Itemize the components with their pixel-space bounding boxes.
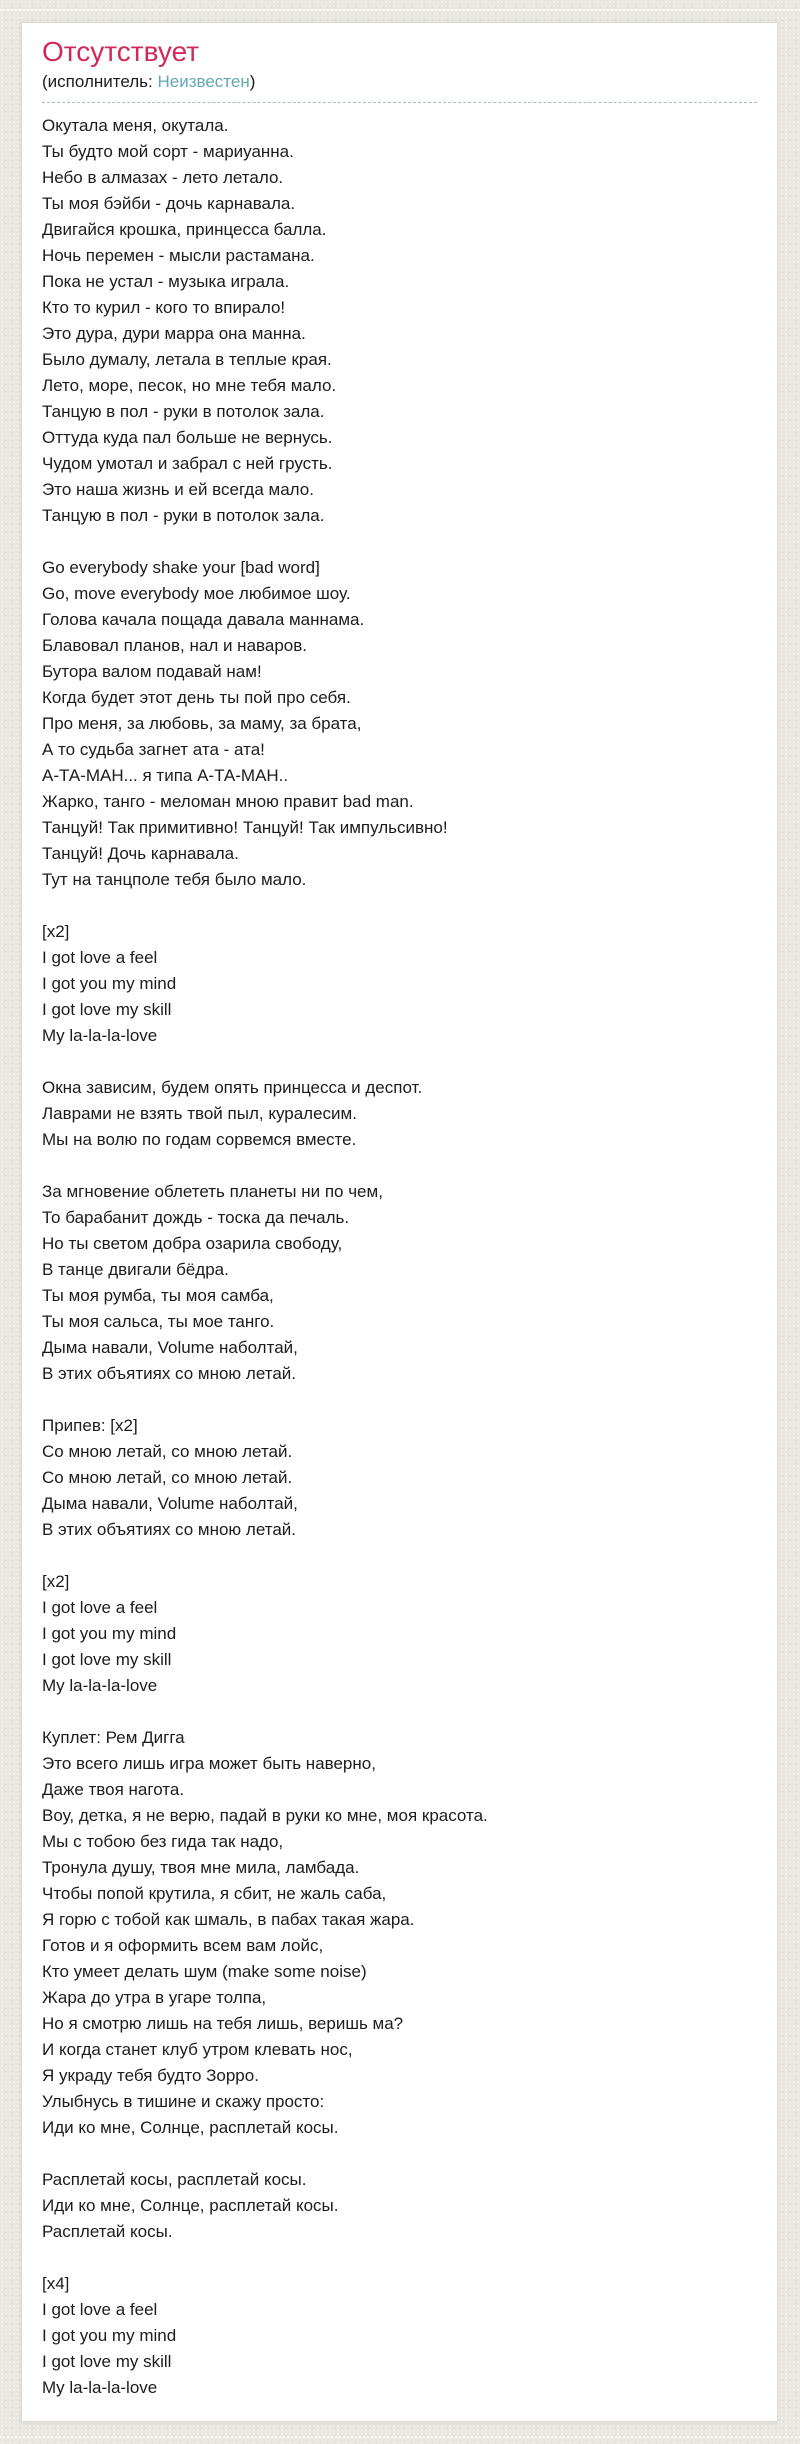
- lyric-line: My la-la-la-love: [42, 2378, 158, 2397]
- lyric-line: Иди ко мне, Солнце, расплетай косы.: [42, 2196, 339, 2215]
- lyric-line: [x4]: [42, 2274, 70, 2293]
- stanza-gap: [42, 1049, 757, 1075]
- lyric-line: I got love my skill: [42, 1000, 172, 1019]
- lyric-line: Чудом умотал и забрал с ней грусть.: [42, 454, 333, 473]
- lyric-line: Двигайся крошка, принцесса балла.: [42, 220, 327, 239]
- lyric-line: Пока не устал - музыка играла.: [42, 272, 290, 291]
- lyric-line: Со мною летай, со мною летай.: [42, 1468, 293, 1487]
- song-title: Отсутствует: [42, 36, 200, 67]
- lyric-line: I got love my skill: [42, 2352, 172, 2371]
- artist-label-suffix: ): [249, 72, 256, 91]
- lyric-line: Танцуй! Дочь карнавала.: [42, 844, 239, 863]
- lyric-line: Ты моя бэйби - дочь карнавала.: [42, 194, 296, 213]
- lyric-line: I got love a feel: [42, 948, 158, 967]
- stanza-gap: [42, 1153, 757, 1179]
- lyric-line: I got love a feel: [42, 2300, 158, 2319]
- lyric-line: Воу, детка, я не верю, падай в руки ко мне, моя красота.: [42, 1806, 488, 1825]
- lyric-line: Дыма навали, Volume наболтай,: [42, 1494, 298, 1513]
- lyric-line: Лето, море, песок, но мне тебя мало.: [42, 376, 337, 395]
- lyric-line: А-ТА-МАН... я типа А-ТА-МАН..: [42, 766, 289, 785]
- lyric-line: А то судьба загнет ата - ата!: [42, 740, 265, 759]
- lyric-line: Небо в алмазах - лето летало.: [42, 168, 284, 187]
- lyric-line: В этих объятиях со мною летай.: [42, 1364, 296, 1383]
- lyric-line: Иди ко мне, Солнце, расплетай косы.: [42, 2118, 339, 2137]
- background-dotted-rule-top: [0, 9, 800, 11]
- stanza-gap: [42, 893, 757, 919]
- lyric-line: Блавовал планов, нал и наваров.: [42, 636, 307, 655]
- lyric-line: Танцую в пол - руки в потолок зала.: [42, 402, 325, 421]
- lyric-line: Мы на волю по годам сорвемся вместе.: [42, 1130, 357, 1149]
- lyric-line: Ты моя сальса, ты мое танго.: [42, 1312, 275, 1331]
- lyric-line: Было думалу, летала в теплые края.: [42, 350, 332, 369]
- lyric-line: Даже твоя нагота.: [42, 1780, 185, 1799]
- lyric-line: Лаврами не взять твой пыл, куралесим.: [42, 1104, 357, 1123]
- artist-link[interactable]: Неизвестен: [157, 72, 250, 91]
- lyric-line: И когда станет клуб утром клевать нос,: [42, 2040, 353, 2059]
- background-dotted-rule-bottom: [0, 2436, 800, 2438]
- lyric-line: Ночь перемен - мысли растамана.: [42, 246, 315, 265]
- lyric-line: Ты моя румба, ты моя самба,: [42, 1286, 274, 1305]
- stanza-gap: [42, 1699, 757, 1725]
- lyric-line: Go, move everybody мое любимое шоу.: [42, 584, 351, 603]
- lyric-line: Когда будет этот день ты пой про себя.: [42, 688, 351, 707]
- lyric-line: Но ты светом добра озарила свободу,: [42, 1234, 343, 1253]
- lyric-line: Окутала меня, окутала.: [42, 116, 229, 135]
- stanza-gap: [42, 1543, 757, 1569]
- lyric-line: My la-la-la-love: [42, 1676, 158, 1695]
- lyric-line: Танцуй! Так примитивно! Танцуй! Так импульсивно!: [42, 818, 448, 837]
- lyrics-card-content: [22, 23, 777, 2401]
- lyric-line: Жара до утра в угаре толпа,: [42, 1988, 267, 2007]
- lyric-line: Припев: [x2]: [42, 1416, 138, 1435]
- stanza-gap: [42, 1387, 757, 1413]
- lyric-line: Жарко, танго - меломан мною правит bad man.: [42, 792, 414, 811]
- lyric-line: Оттуда куда пал больше не вернусь.: [42, 428, 333, 447]
- lyric-line: [x2]: [42, 1572, 70, 1591]
- stanza-gap: [42, 529, 757, 555]
- lyric-line: Ты будто мой сорт - мариуанна.: [42, 142, 294, 161]
- lyric-line: Со мною летай, со мною летай.: [42, 1442, 293, 1461]
- lyric-line: Куплет: Рем Дигга: [42, 1728, 185, 1747]
- lyric-line: Тут на танцполе тебя было мало.: [42, 870, 307, 889]
- lyric-line: Чтобы попой крутила, я сбит, не жаль саба,: [42, 1884, 387, 1903]
- lyric-line: Голова качала пощада давала маннама.: [42, 610, 365, 629]
- lyric-line: Это наша жизнь и ей всегда мало.: [42, 480, 314, 499]
- stanza-gap: [42, 2141, 757, 2167]
- lyric-line: Бутора валом подавай нам!: [42, 662, 262, 681]
- lyric-line: Но я смотрю лишь на тебя лишь, веришь ма?: [42, 2014, 404, 2033]
- song-header: [42, 37, 757, 103]
- lyric-line: Тронула душу, твоя мне мила, ламбада.: [42, 1858, 360, 1877]
- stanza-gap: [42, 2245, 757, 2271]
- lyric-line: То барабанит дождь - тоска да печаль.: [42, 1208, 350, 1227]
- lyric-line: I got you my mind: [42, 974, 177, 993]
- lyric-line: В этих объятиях со мною летай.: [42, 1520, 296, 1539]
- lyric-line: Дыма навали, Volume наболтай,: [42, 1338, 298, 1357]
- lyric-line: Это дура, дури марра она манна.: [42, 324, 306, 343]
- lyric-line: За мгновение облететь планеты ни по чем,: [42, 1182, 383, 1201]
- lyric-line: Я украду тебя будто Зорро.: [42, 2066, 259, 2085]
- lyric-line: Кто то курил - кого то впирало!: [42, 298, 286, 317]
- lyric-line: Готов и я оформить всем вам лойс,: [42, 1936, 324, 1955]
- lyric-line: My la-la-la-love: [42, 1026, 158, 1045]
- lyric-line: I got you my mind: [42, 2326, 177, 2345]
- song-subtitle: [42, 71, 757, 92]
- lyric-line: Окна зависим, будем опять принцесса и деспот.: [42, 1078, 423, 1097]
- lyric-line: [x2]: [42, 922, 70, 941]
- lyric-line: Кто умеет делать шум (make some noise): [42, 1962, 367, 1981]
- lyric-line: Расплетай косы.: [42, 2222, 173, 2241]
- lyric-line: Улыбнусь в тишине и скажу просто:: [42, 2092, 325, 2111]
- lyric-line: I got love my skill: [42, 1650, 172, 1669]
- lyric-line: Танцую в пол - руки в потолок зала.: [42, 506, 325, 525]
- lyric-line: Расплетай косы, расплетай косы.: [42, 2170, 307, 2189]
- lyrics-card: [21, 22, 778, 2422]
- lyric-line: Go everybody shake your [bad word]: [42, 558, 320, 577]
- lyric-line: Это всего лишь игра может быть наверно,: [42, 1754, 376, 1773]
- lyric-line: I got you my mind: [42, 1624, 177, 1643]
- lyric-line: Я горю с тобой как шмаль, в пабах такая жара.: [42, 1910, 415, 1929]
- lyric-line: I got love a feel: [42, 1598, 158, 1617]
- lyrics-text: [42, 113, 757, 2401]
- lyric-line: Мы с тобою без гида так надо,: [42, 1832, 284, 1851]
- lyric-line: В танце двигали бёдра.: [42, 1260, 229, 1279]
- artist-label-prefix: (исполнитель:: [42, 72, 158, 91]
- lyric-line: Про меня, за любовь, за маму, за брата,: [42, 714, 362, 733]
